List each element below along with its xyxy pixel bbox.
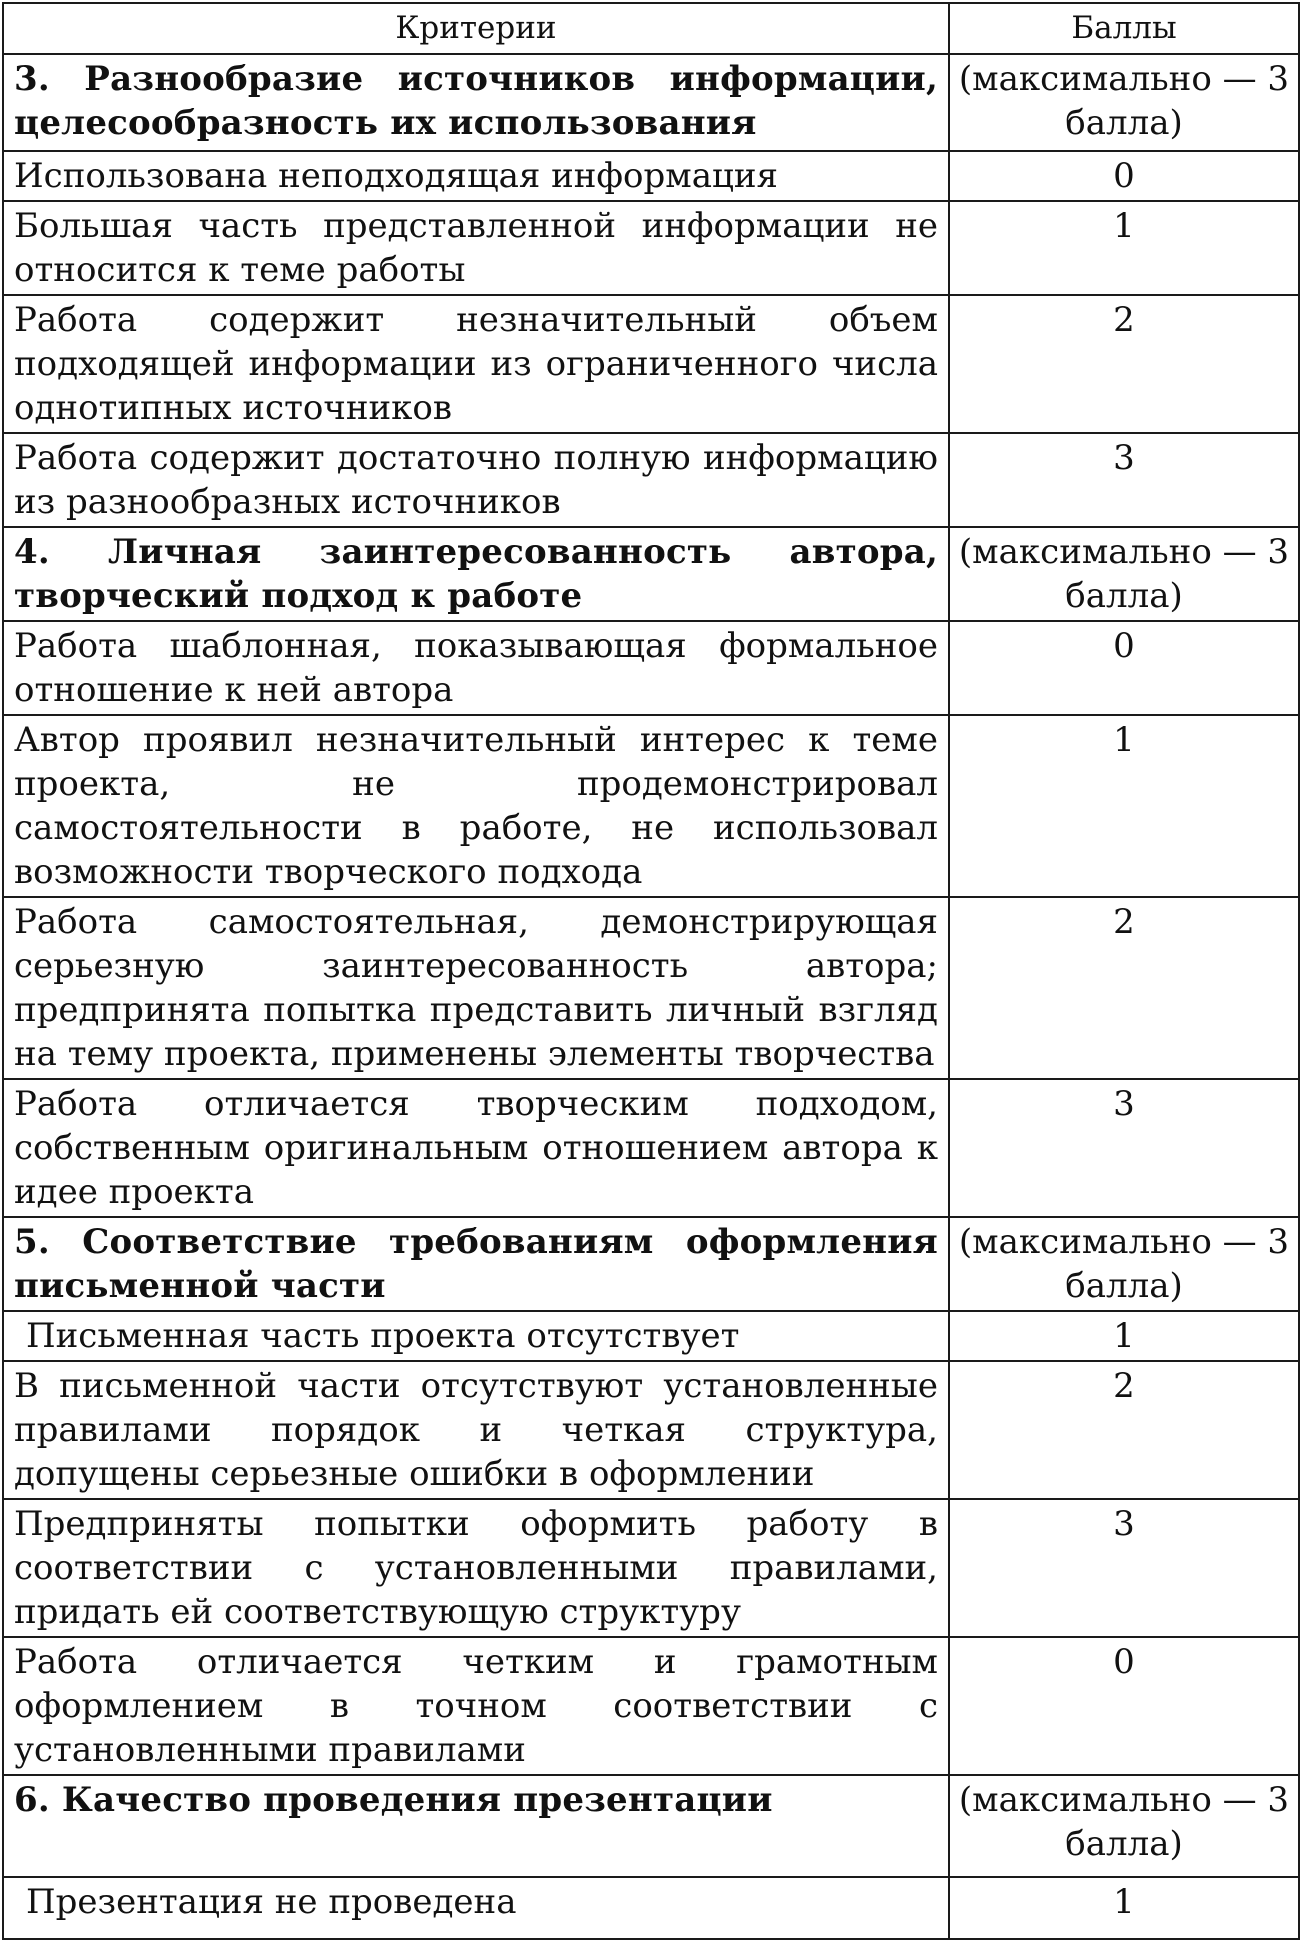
section-title-cell (3, 1217, 949, 1311)
table-row (3, 621, 1299, 715)
section-row (3, 54, 1299, 151)
criterion-text: Использована неподходящая информация (14, 156, 778, 196)
section-title: 3. Разнообразие источников информации, целесообразность их использования (14, 59, 938, 143)
score-cell (949, 1499, 1299, 1637)
score-value: 2 (1113, 300, 1135, 340)
criterion-text: Автор проявил незначительный интерес к теме проекта, не продемонстрировал самостоятельности в работе, не использовал возможности творческого подхода (14, 720, 938, 892)
criterion-cell (3, 295, 949, 433)
table-row (3, 1637, 1299, 1775)
criterion-cell (3, 1877, 949, 1939)
criterion-cell (3, 433, 949, 527)
criterion-cell (3, 1499, 949, 1637)
score-cell (949, 715, 1299, 897)
section-title: 5. Соответствие требованиям оформления письменной части (14, 1222, 938, 1306)
section-row (3, 527, 1299, 621)
score-cell (949, 1637, 1299, 1775)
criterion-text: Большая часть представленной информации не относится к теме работы (14, 206, 938, 290)
criterion-cell (3, 1079, 949, 1217)
criterion-cell (3, 1637, 949, 1775)
score-value: 3 (1113, 438, 1135, 478)
score-cell (949, 201, 1299, 295)
criterion-text: Письменная часть проекта отсутствует (26, 1316, 740, 1356)
table-row (3, 433, 1299, 527)
criteria-column-header: Критерии (3, 3, 949, 54)
table-header-row (3, 3, 1299, 54)
table-row (3, 1499, 1299, 1637)
score-value: 1 (1113, 1882, 1135, 1922)
max-score-label: (максимально — 3 балла) (958, 532, 1290, 616)
score-value: 3 (1113, 1084, 1135, 1124)
criteria-table-body (3, 54, 1299, 1939)
criterion-text: В письменной части отсутствуют установленные правилами порядок и четкая структура, допущены серьезные ошибки в оформлении (14, 1366, 938, 1494)
criterion-text: Работа самостоятельная, демонстрирующая серьезную заинтересованность автора; предпринята попытка представить личный взгляд на тему проекта, применены элементы творчества (14, 902, 938, 1074)
max-score-label: (максимально — 3 балла) (958, 1780, 1290, 1864)
points-column-header: Баллы (949, 3, 1299, 54)
score-cell (949, 433, 1299, 527)
score-cell (949, 1877, 1299, 1939)
table-row (3, 1311, 1299, 1361)
table-row (3, 715, 1299, 897)
table-row (3, 1079, 1299, 1217)
score-cell (949, 1361, 1299, 1499)
score-value: 0 (1113, 1642, 1135, 1682)
criterion-cell (3, 897, 949, 1079)
score-cell (949, 621, 1299, 715)
table-row (3, 295, 1299, 433)
score-cell (949, 151, 1299, 201)
score-value: 1 (1113, 720, 1135, 760)
criterion-text: Работа содержит достаточно полную информацию из разнообразных источников (14, 438, 938, 522)
section-row (3, 1775, 1299, 1877)
criterion-cell (3, 1361, 949, 1499)
score-cell (949, 1217, 1299, 1311)
table-row (3, 1361, 1299, 1499)
criterion-text: Предприняты попытки оформить работу в соответствии с установленными правилами, придать ей соответствующую структуру (14, 1504, 938, 1632)
score-cell (949, 897, 1299, 1079)
score-cell (949, 1079, 1299, 1217)
criterion-cell (3, 715, 949, 897)
table-row (3, 151, 1299, 201)
score-cell (949, 54, 1299, 151)
score-cell (949, 295, 1299, 433)
criterion-text: Работа отличается четким и грамотным оформлением в точном соответствии с установленными правилами (14, 1642, 938, 1770)
score-value: 3 (1113, 1504, 1135, 1544)
score-value: 1 (1113, 1316, 1135, 1356)
criteria-table (2, 2, 1300, 1940)
criterion-text: Работа шаблонная, показывающая формальное отношение к ней автора (14, 626, 938, 710)
section-row (3, 1217, 1299, 1311)
score-value: 0 (1113, 156, 1135, 196)
criterion-cell (3, 201, 949, 295)
score-cell (949, 1311, 1299, 1361)
score-cell (949, 527, 1299, 621)
table-row (3, 201, 1299, 295)
criterion-text: Презентация не проведена (26, 1882, 517, 1922)
criterion-text: Работа содержит незначительный объем подходящей информации из ограниченного числа однотипных источников (14, 300, 938, 428)
score-value: 2 (1113, 902, 1135, 942)
max-score-label: (максимально — 3 балла) (958, 1222, 1290, 1306)
criterion-cell (3, 151, 949, 201)
score-value: 0 (1113, 626, 1135, 666)
score-value: 1 (1113, 206, 1135, 246)
section-title-cell (3, 54, 949, 151)
table-row (3, 1877, 1299, 1939)
section-title: 4. Личная заинтересованность автора, творческий подход к работе (14, 532, 938, 616)
score-value: 2 (1113, 1366, 1135, 1406)
section-title: 6. Качество проведения презентации (14, 1780, 773, 1820)
criterion-cell (3, 1311, 949, 1361)
criterion-text: Работа отличается творческим подходом, собственным оригинальным отношением автора к идее проекта (14, 1084, 938, 1212)
score-cell (949, 1775, 1299, 1877)
section-title-cell (3, 527, 949, 621)
section-title-cell (3, 1775, 949, 1877)
criterion-cell (3, 621, 949, 715)
max-score-label: (максимально — 3 балла) (958, 59, 1290, 143)
table-row (3, 897, 1299, 1079)
